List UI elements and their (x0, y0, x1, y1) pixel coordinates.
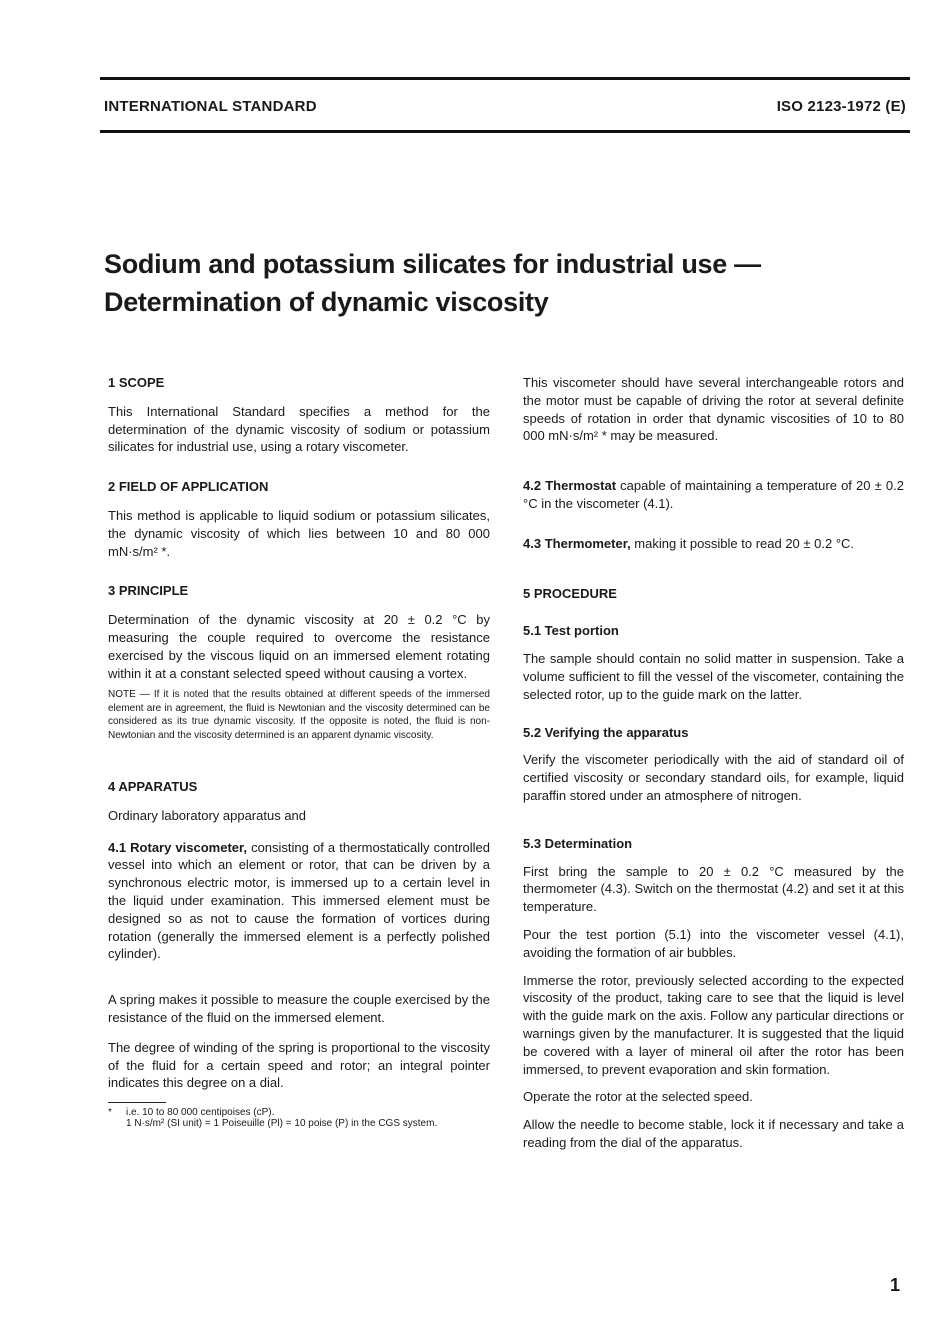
section-4-3-title: Thermometer, (544, 535, 631, 551)
document-title (104, 245, 884, 321)
section-5-1-text: The sample should contain no solid matter in suspension. Take a volume sufficient to fill the vessel of the viscometer, containing the selected rotor, up to the guide mark on the latter. (523, 651, 904, 702)
footnote-rule (108, 1102, 166, 1103)
section-4-2-number: 4.2 (523, 478, 542, 494)
section-4-1-paragraph-4: This viscometer should have several interchangeable rotors and the motor must be capable of driving the rotor at several definite speeds of rotation in order that dynamic viscosities of 10 to 80 000 mN·s/m² * may be measured. (523, 375, 904, 444)
section-4-3-paragraph (523, 535, 904, 553)
footnote-line-2: 1 N·s/m² (SI unit) = 1 Poiseuille (Pl) = 10 poise (P) in the CGS system. (126, 1118, 438, 1130)
section-1-text: This International Standard specifies a method for the determination of the dynamic viscosity of sodium or potassium silicates for industrial use, using a rotary viscometer. (108, 403, 490, 455)
section-4-3-text: making it possible to read 20 ± 0.2 °C. (630, 535, 855, 551)
section-4-3-number: 4.3 (523, 535, 542, 551)
section-5-3-paragraph-4: Operate the rotor at the selected speed. (523, 1089, 753, 1105)
header-document-id: ISO 2123-1972 (E) (776, 98, 906, 115)
section-5-3-paragraph-3: Immerse the rotor, previously selected according to the expected viscosity of the product, taking care to see that the liquid is level with the guide mark on the axis. Follow any particular directions or warnings given by the manufacturer. It is suggested that the liquid be covered with a layer of mineral oil after the rotor has been immersed, to prevent evaporation and skin formation. (523, 972, 904, 1077)
section-3-text: Determination of the dynamic viscosity at 20 ± 0.2 °C by measuring the couple required to overcome the resistance exercised by the viscous liquid on an immersed element rotating within it at a constant selected speed without causing a vortex. (108, 612, 490, 681)
section-3-note: NOTE — If it is noted that the results obtained at different speeds of the immersed element are in agreement, the fluid is Newtonian and the viscosity determined can be considered as its true dynamic viscosity. If the opposite is noted, the fluid is non-Newtonian and the viscosity determined is an apparent dynamic viscosity. (108, 689, 490, 741)
title-line-2: Determination of dynamic viscosity (104, 287, 549, 317)
section-2-heading: 2 FIELD OF APPLICATION (108, 479, 269, 495)
section-5-heading: 5 PROCEDURE (523, 585, 617, 601)
section-5-3-paragraph-5: Allow the needle to become stable, lock it if necessary and take a reading from the dial of the apparatus. (523, 1117, 904, 1150)
section-5-2-text: Verify the viscometer periodically with the aid of standard oil of certified viscosity or secondary standard oils, for example, liquid paraffin stored under an atmosphere of nitrogen. (523, 752, 904, 803)
footnote (108, 1102, 490, 1129)
footnote-marker: * (108, 1107, 112, 1119)
title-line-1: Sodium and potassium silicates for industrial use — (104, 249, 761, 279)
section-5-2-heading: 5.2 Verifying the apparatus (523, 724, 689, 740)
header-standard-label: INTERNATIONAL STANDARD (104, 98, 317, 115)
section-5-3-heading: 5.3 Determination (523, 835, 633, 851)
header-bottom-rule (100, 130, 910, 133)
section-4-2-paragraph (523, 477, 904, 513)
right-column (523, 374, 904, 1152)
header-top-rule (100, 77, 910, 80)
section-4-1-number: 4.1 (108, 839, 127, 855)
section-5-1-heading: 5.1 Test portion (523, 623, 619, 639)
section-4-text: Ordinary laboratory apparatus and (108, 807, 307, 823)
left-column (108, 374, 490, 1129)
section-4-1-paragraph (108, 839, 490, 964)
section-3-heading: 3 PRINCIPLE (108, 583, 189, 599)
section-5-3-paragraph-2: Pour the test portion (5.1) into the viscometer vessel (4.1), avoiding the formation of air bubbles. (523, 926, 904, 960)
section-4-1-text: consisting of a thermostatically controlled vessel into which an element or rotor, that can be driven by a synchronous electric motor, is immersed up to a certain level in the liquid under examination. This immersed element must be designed so as not to cause the formation of vortices during rotation (generally the immersed element is a perfectly polished cylinder). (108, 839, 490, 962)
footnote-line-1: * i.e. 10 to 80 000 centipoises (cP). (108, 1107, 275, 1119)
section-4-1-title: Rotary viscometer, (130, 839, 247, 855)
section-1-heading: 1 SCOPE (108, 375, 165, 390)
section-4-heading: 4 APPARATUS (108, 778, 198, 794)
section-2-text: This method is applicable to liquid sodium or potassium silicates, the dynamic viscosity of which lies between 10 and 80 000 mN·s/m² *. (108, 507, 490, 559)
section-5-3-paragraph-1: First bring the sample to 20 ± 0.2 °C measured by the thermometer (4.3). Switch on the thermostat (4.2) and set it at this temperature. (523, 863, 904, 915)
page-number: 1 (889, 1275, 900, 1295)
section-4-1-paragraph-3: The degree of winding of the spring is proportional to the viscosity of the fluid for a certain speed and rotor; an integral pointer indicates this degree on a dial. (108, 1039, 490, 1091)
section-4-2-title: Thermostat (545, 478, 617, 494)
section-4-2-text: capable of maintaining a temperature of 20 ± 0.2 °C in the viscometer (4.1). (523, 478, 904, 511)
section-4-1-paragraph-2: A spring makes it possible to measure the couple exercised by the resistance of the fluid on the immersed element. (108, 992, 490, 1025)
